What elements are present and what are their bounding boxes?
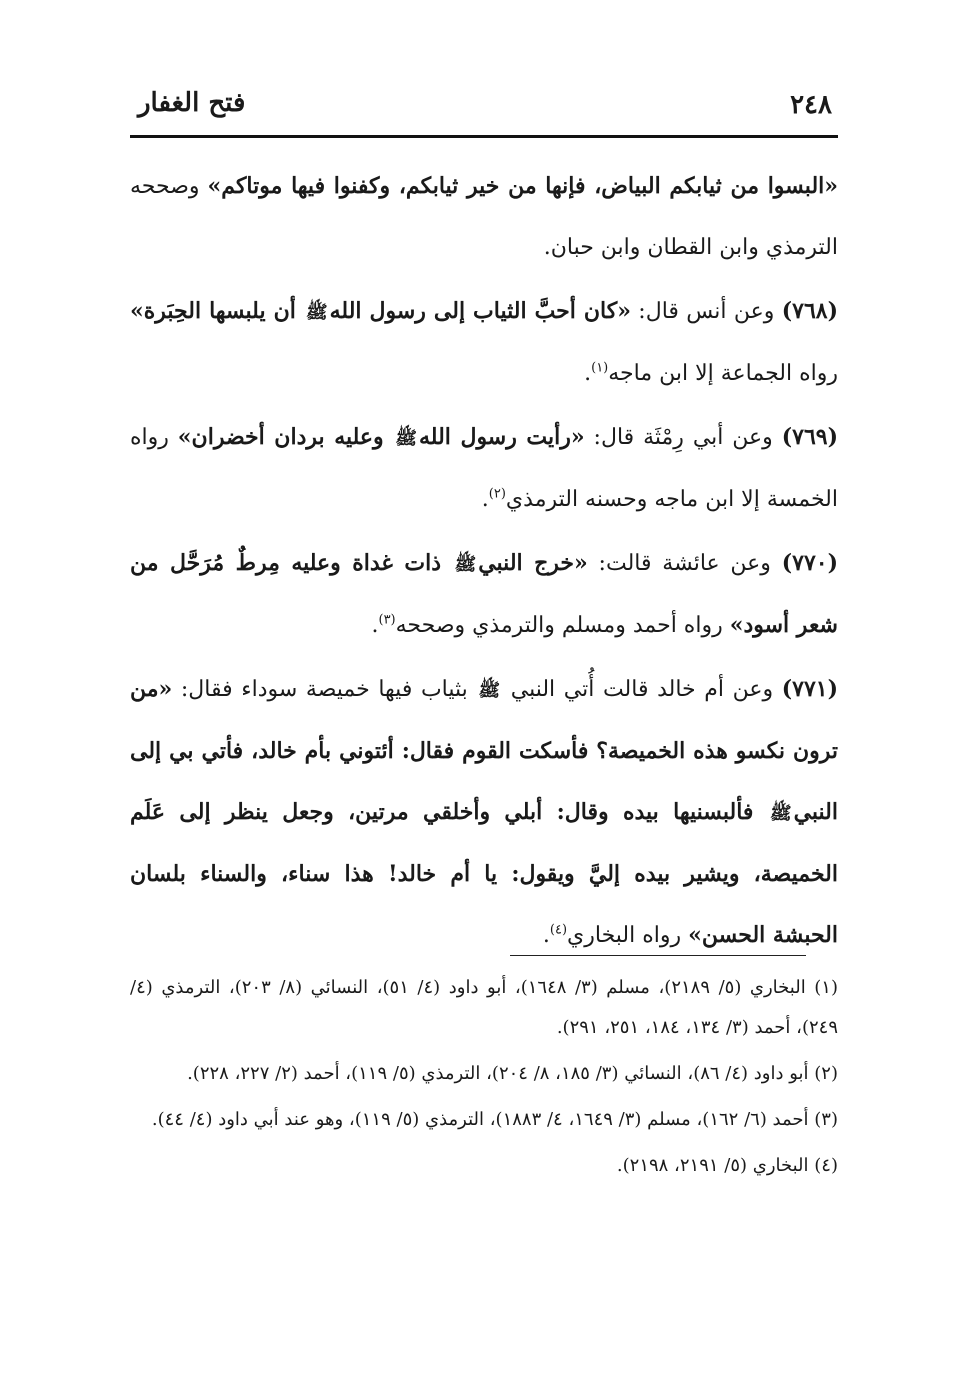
hadith-narration: بثياب فيها خميصة سوداء فقال:	[172, 677, 477, 702]
hadith-paragraph	[130, 156, 838, 278]
hadith-intro: وعن أم خالد قالت أُتي النبي	[502, 677, 782, 702]
hadith-source: وصححه الترمذي وابن القطان وابن حبان.	[130, 174, 838, 260]
footnote-separator	[510, 955, 806, 956]
footnote-item: (٢) أبو داود (٤/ ٨٦)، النسائي (٣/ ١٨٥، ٨/ ٢٠٤)، الترمذي (٥/ ١١٩)، أحمد (٢/ ٢٢٧، ٢٢٨).	[187, 1063, 838, 1084]
hadith-source: رواه البخاري	[567, 923, 689, 948]
hadith-source: رواه الجماعة إلا ابن ماجه	[608, 361, 838, 386]
footnote-ref: (٣)	[378, 612, 396, 628]
hadith-quote-continued: ذات غداة وعليه مِرطٌ مُرَحَّل من شعر أسود»	[130, 550, 838, 638]
footnote-item: (٤) البخاري (٥/ ٢١٩١، ٢١٩٨).	[616, 1155, 838, 1176]
hadith-quote-continued: أن يلبسها الحِبَرة»	[130, 298, 304, 324]
hadith-paragraph	[130, 407, 838, 530]
hadith-source: رواه أحمد ومسلم والترمذي وصححه	[395, 613, 730, 638]
salawat-glyph: ﷺ	[478, 680, 501, 701]
footnote-item: (١) البخاري (٥/ ٢١٨٩)، مسلم (٣/ ١٦٤٨)، أبو داود (٤/ ٥١)، النسائي (٨/ ٢٠٣)، الترمذي (٤/ ٢٤٩)، أحمد (٣/ ١٣٤، ١٨٤، ٢٥١، ٢٩١).	[130, 977, 838, 1038]
hadith-paragraph	[130, 533, 838, 656]
footnotes	[130, 968, 838, 1192]
hadith-paragraph	[130, 659, 838, 966]
salawat-glyph: ﷺ	[454, 554, 477, 575]
footnote-ref: (٢)	[488, 486, 506, 502]
salawat-glyph: ﷺ	[305, 302, 328, 323]
sentence-end: .	[371, 613, 379, 638]
page-number: ٢٤٨	[790, 90, 832, 120]
hadith-number: (٧٦٩)	[781, 424, 838, 450]
hadith-number: (٧٧٠)	[781, 550, 839, 576]
sentence-end: .	[542, 923, 550, 948]
sentence-end: .	[584, 361, 592, 386]
hadith-intro: وعن أنس قال:	[630, 299, 782, 324]
hadith-quote-continued: وعليه بردان أخضران»	[177, 424, 394, 450]
running-title: فتح الغفار	[138, 88, 246, 118]
hadith-quote: «البسوا من ثيابكم البياض، فإنها من خير ثيابكم، وكفنوا فيها موتاكم»	[207, 173, 839, 199]
hadith-number: (٧٦٨)	[781, 298, 838, 324]
hadith-number: (٧٧١)	[781, 676, 838, 702]
footnote-ref: (٤)	[549, 922, 568, 938]
hadith-intro: وعن أبي رِمْثَة قال:	[584, 425, 782, 450]
sentence-end: .	[481, 487, 489, 512]
hadith-paragraph	[130, 281, 838, 404]
hadith-quote: «رأيت رسول الله	[419, 424, 585, 450]
hadith-quote-continued: فألبسنيها بيده وقال: أبلي وأخلقي مرتين، وجعل ينظر إلى عَلَم الخميصة، ويشير بيده إليَّ ويقول: يا أم خالد! هذا سناء، والسناء بلسان الحبشة الحسن»	[130, 799, 838, 948]
page-header	[130, 88, 838, 134]
salawat-glyph: ﷺ	[395, 428, 417, 449]
hadith-quote: «كان أحبَّ الثياب إلى رسول الله	[329, 298, 631, 324]
hadith-quote: «خرج النبي	[478, 550, 588, 576]
salawat-glyph: ﷺ	[769, 803, 792, 824]
hadith-source: رواه الخمسة إلا ابن ماجه وحسنه الترمذي	[130, 425, 838, 512]
hadith-intro: وعن عائشة قالت:	[587, 551, 782, 576]
main-text	[130, 156, 838, 969]
footnote-ref: (١)	[591, 360, 609, 376]
hadith-quote: «من ترون نكسو هذه الخميصة؟ فأسكت القوم فقال: أئتوني بأم خالد، فأتي بي إلى النبي	[130, 676, 838, 825]
footnote-item: (٣) أحمد (٦/ ١٦٢)، مسلم (٣/ ١٦٤٩، ٤/ ١٨٨٣)، الترمذي (٥/ ١١٩)، وهو عند أبي داود (٤/ ٤٤).	[151, 1109, 838, 1130]
header-rule	[130, 135, 838, 138]
